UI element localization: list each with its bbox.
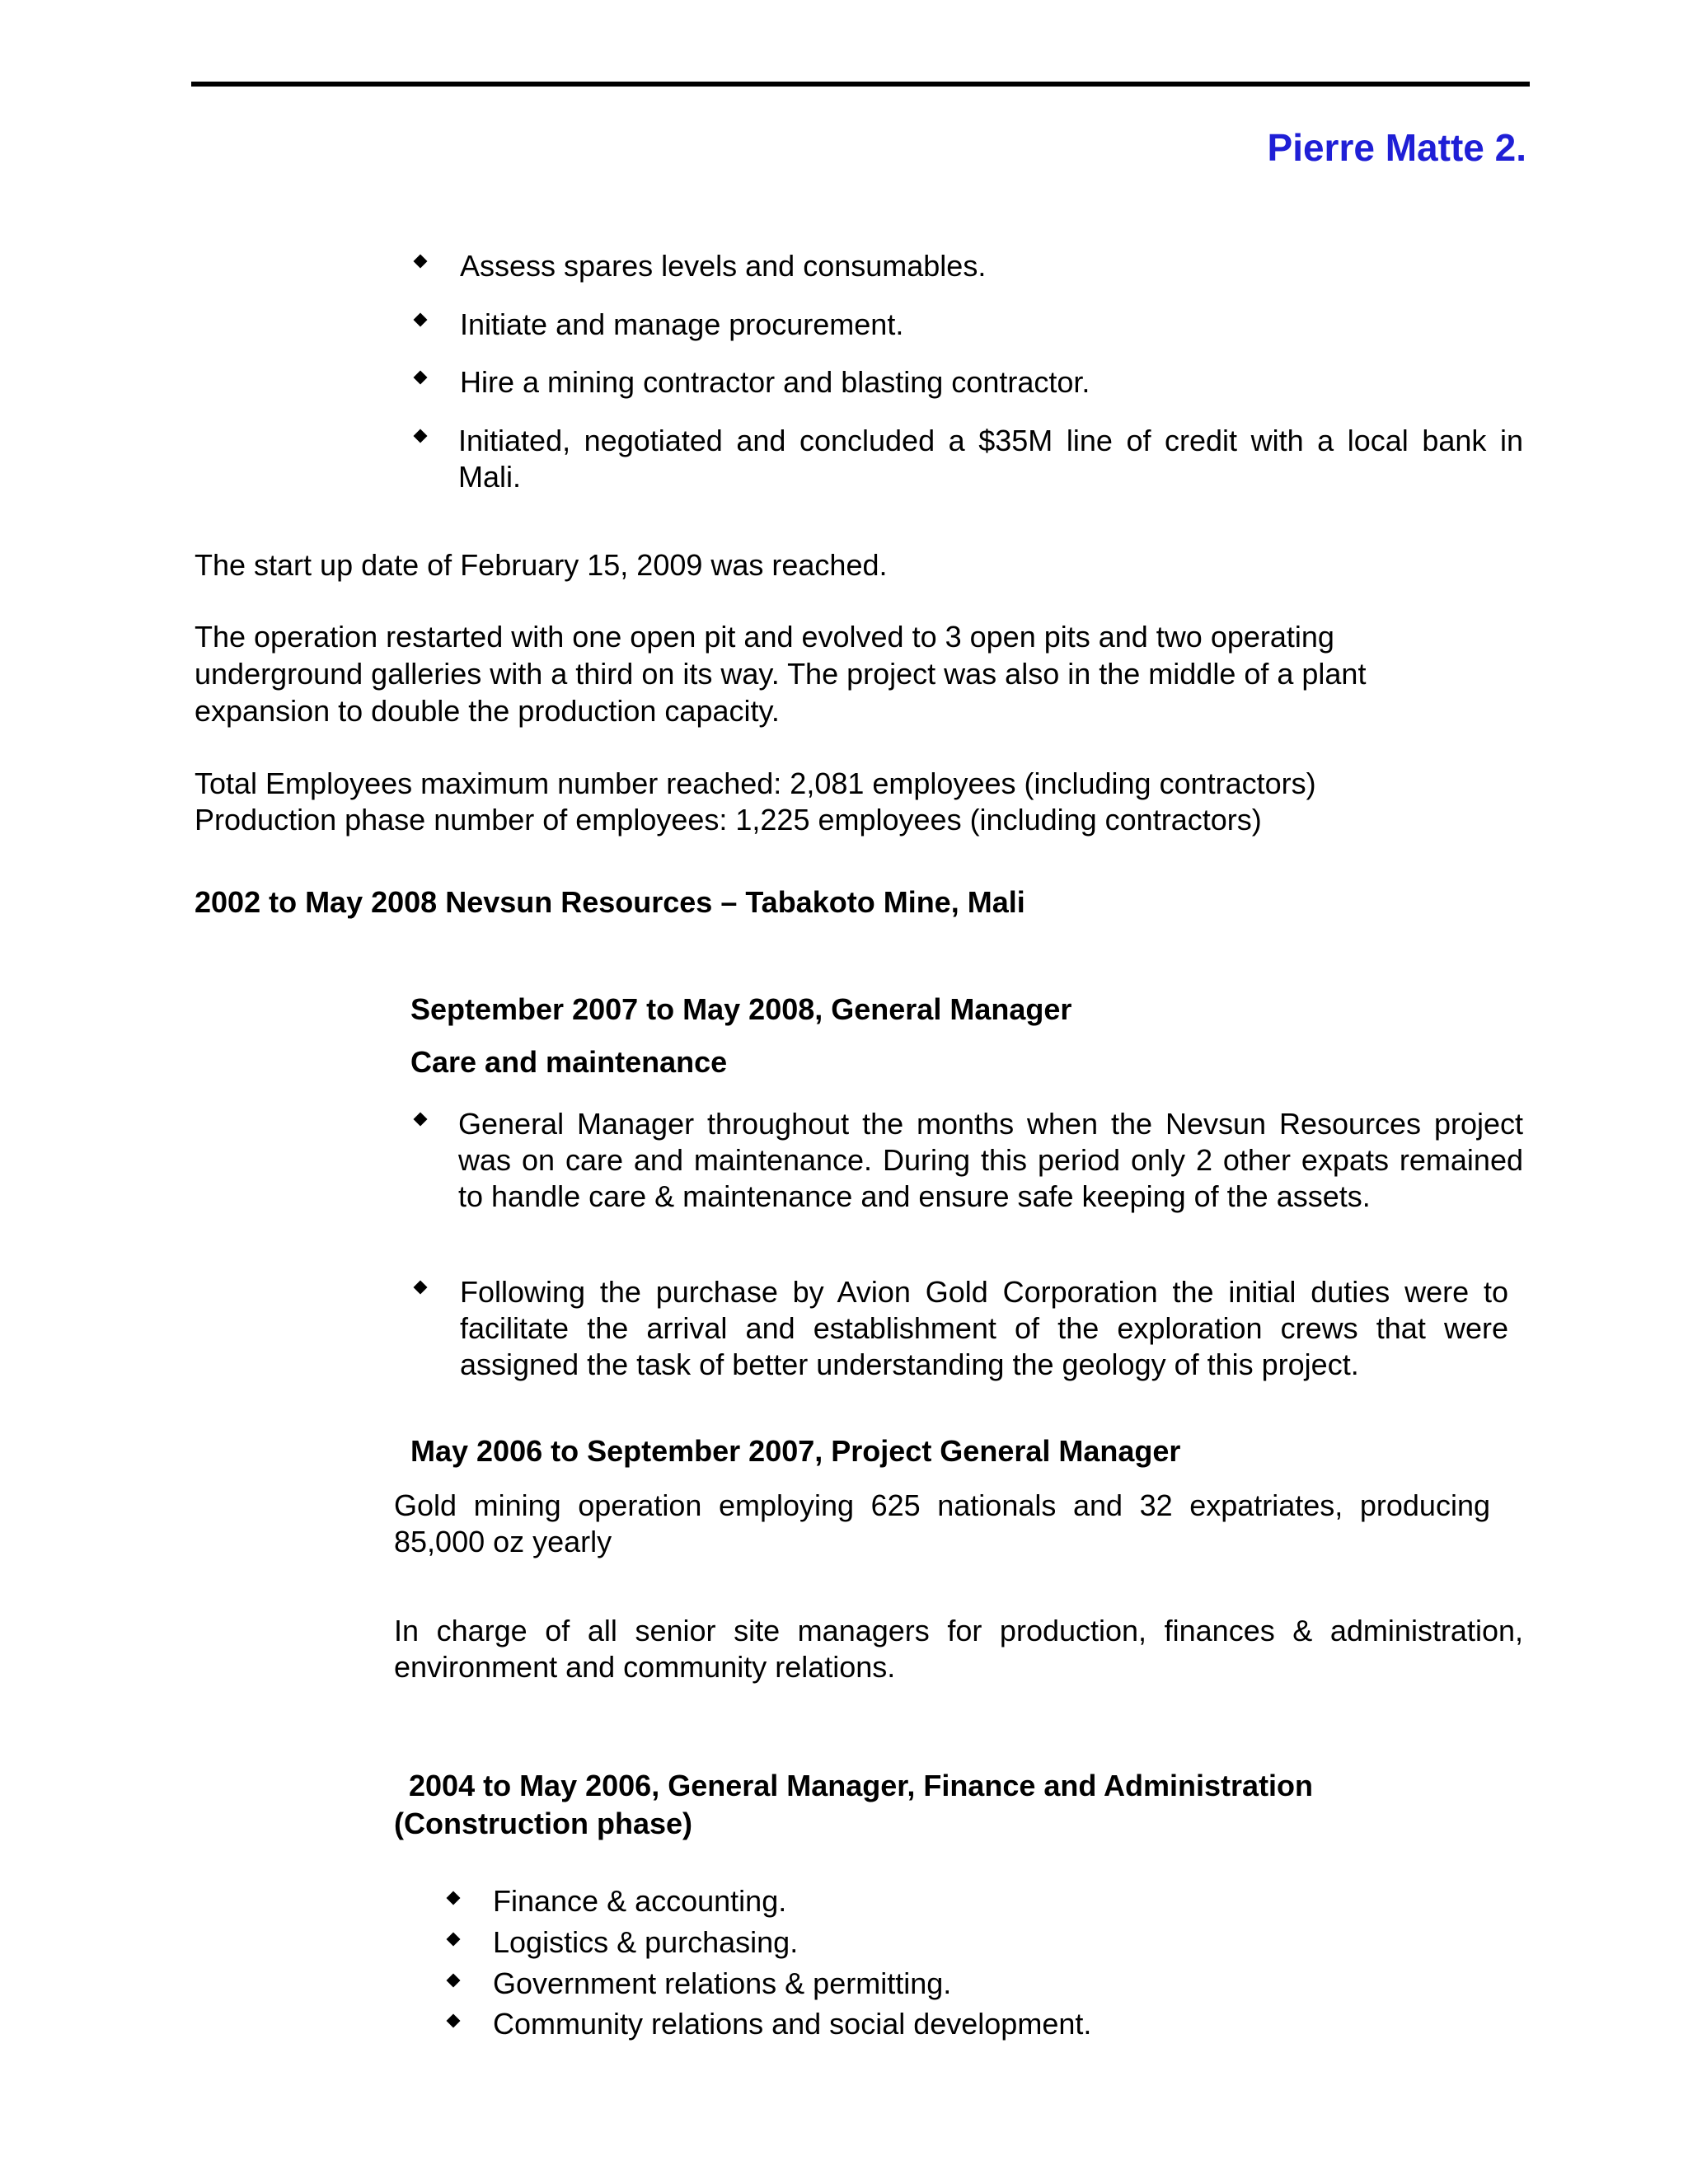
bullet-icon xyxy=(414,1113,428,1127)
bullet-item: General Manager throughout the months when the Nevsun Resources project was on care and maintenance. During this period only 2 other expats remained to handle care & maintenance and ensure safe keeping of the assets. xyxy=(458,1107,1523,1213)
bullet-icon xyxy=(414,371,428,385)
bullet-item: Initiate and manage procurement. xyxy=(460,307,904,341)
bullet-item: Following the purchase by Avion Gold Corporation the initial duties were to facilitate the arrival and establishment of the exploration crews that were assigned the task of better understanding the geology of this project. xyxy=(460,1275,1508,1381)
bullet-item: Finance & accounting. xyxy=(493,1884,787,1918)
operation-line: expansion to double the production capacity. xyxy=(195,694,780,728)
bullet-icon xyxy=(447,1933,461,1947)
bullet-item: Hire a mining contractor and blasting contractor. xyxy=(460,365,1090,399)
operation-line: The operation restarted with one open pit and evolved to 3 open pits and two operating xyxy=(195,620,1334,654)
employees-line: Production phase number of employees: 1,225 employees (including contractors) xyxy=(195,803,1262,837)
role-title: 2004 to May 2006, General Manager, Finance and Administration xyxy=(409,1769,1314,1802)
startup-paragraph: The start up date of February 15, 2009 was reached. xyxy=(195,548,888,582)
role-subtitle: Care and maintenance xyxy=(410,1045,728,1079)
role-title: September 2007 to May 2008, General Manager xyxy=(410,992,1072,1026)
bullet-icon xyxy=(447,1891,461,1905)
role-title: May 2006 to September 2007, Project General Manager xyxy=(410,1434,1181,1468)
bullet-icon xyxy=(414,313,428,327)
bullet-item: Initiated, negotiated and concluded a $35M line of credit with a local bank in Mali. xyxy=(458,424,1523,494)
employees-line: Total Employees maximum number reached: 2,081 employees (including contractors) xyxy=(195,766,1316,800)
header-rule xyxy=(191,82,1530,87)
bullet-icon xyxy=(447,1974,461,1988)
role-paragraph: Gold mining operation employing 625 nationals and 32 expatriates, producing 85,000 oz yearly xyxy=(394,1488,1490,1558)
bullet-item: Government relations & permitting. xyxy=(493,1966,952,2000)
role-title-line2: (Construction phase) xyxy=(394,1807,693,1840)
operation-line: underground galleries with a third on its way. The project was also in the middle of a plant xyxy=(195,657,1367,691)
bullet-item: Assess spares levels and consumables. xyxy=(460,249,987,283)
bullet-icon xyxy=(414,429,428,443)
section-heading: 2002 to May 2008 Nevsun Resources – Tabakoto Mine, Mali xyxy=(195,885,1025,919)
header-name: Pierre Matte 2. xyxy=(1267,126,1526,169)
bullet-icon xyxy=(447,2014,461,2028)
bullet-item: Logistics & purchasing. xyxy=(493,1925,799,1959)
bullet-icon xyxy=(414,255,428,269)
bullet-item: Community relations and social development. xyxy=(493,2007,1092,2041)
role-paragraph: In charge of all senior site managers for production, finances & administration, environment and community relations. xyxy=(394,1614,1523,1684)
bullet-icon xyxy=(414,1281,428,1295)
